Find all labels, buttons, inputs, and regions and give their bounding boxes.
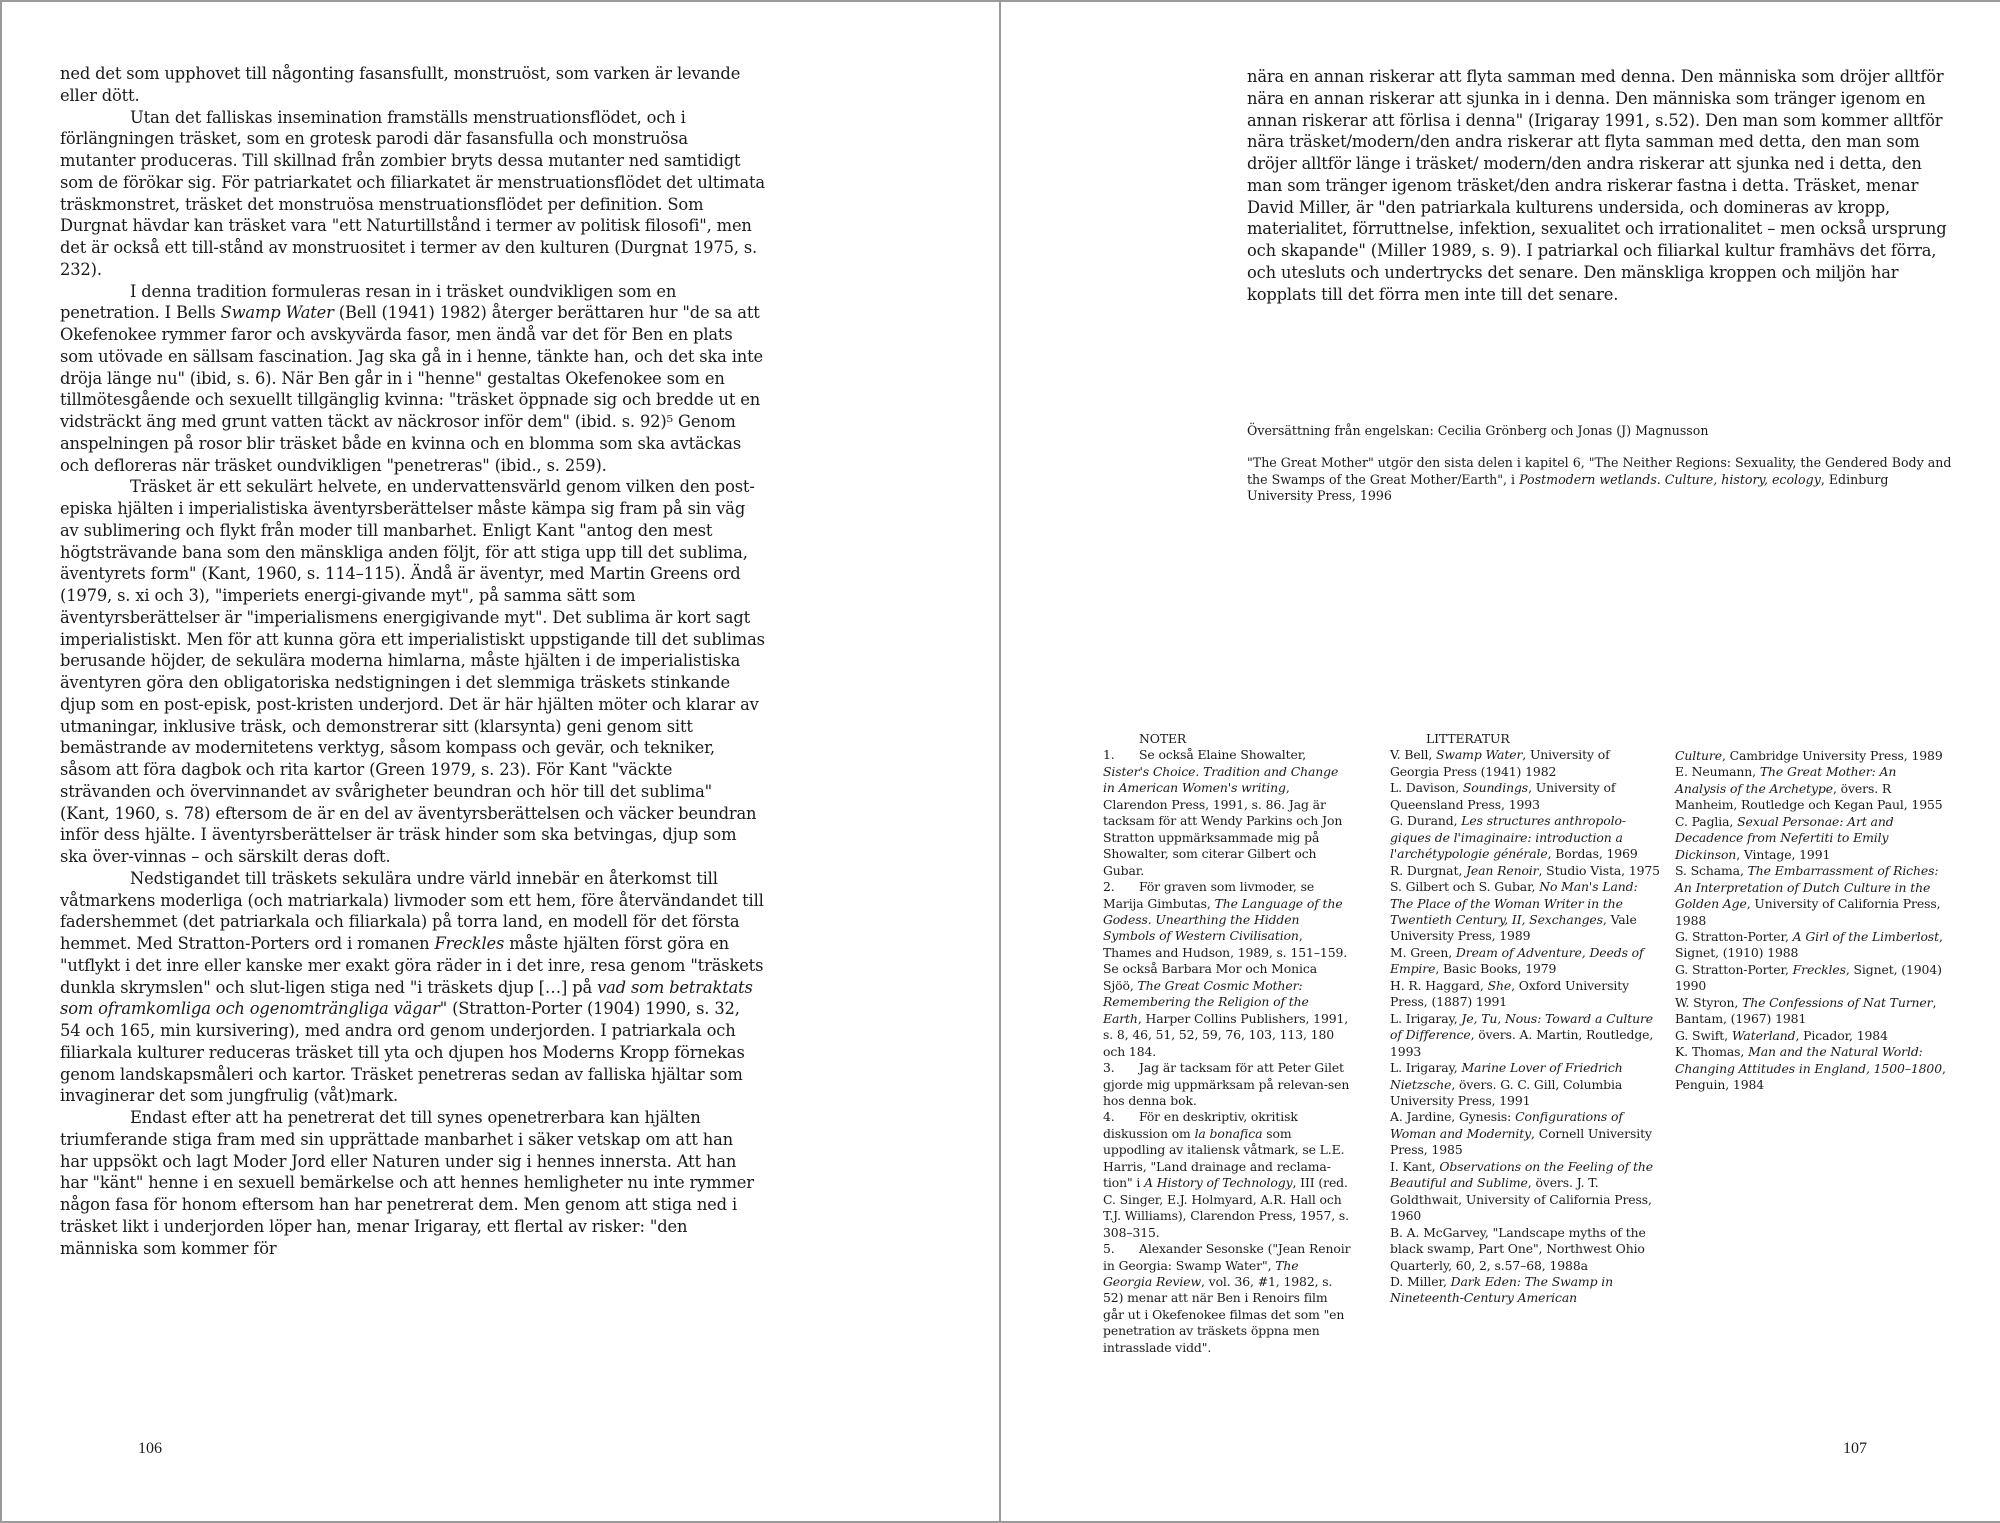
- text-run: C. Paglia,: [1675, 813, 1738, 829]
- text-run: , Edinburg University Press, 1996: [1247, 471, 1889, 503]
- reference-entry: [1390, 813, 1662, 862]
- text-run: Träsket är ett sekulärt helvete, en undervattensvärld genom vilken den post-episka hjälten i imperialistiska äventyrsberättelser måste kämpa sig fram på sin väg av sublimering och flykt från moder till manbarhet. Enligt Kant "antog den mest högtsträvande bana som den mänskliga anden följt, för att stiga upp till det sublima, äventyrets form" (Kant, 1960, s. 114–115). Ändå är äventyr, med Martin Greens ord (1979, s. xi och 3), "imperiets energi-givande myt", på samma sätt som äventyrsberättelser är "imperialismens energigivande myt". Det sublima är kort sagt imperialistiskt. Men för att kunna göra ett imperialistiskt uppstigande till det sublimas berusande höjder, de sekulära moderna himlarna, måste hjälten i de imperialistiska äventyren göra den obligatoriska nedstigningen i det slemmiga träskets stinkande djup som en post-episk, post-kristen underjord. Det är här hjälten möter och klarar av utmaningar, inklusive träsk, och demonstrerar sitt (klarsynta) geni genom sitt bemästrande av modernitetens verktyg, såsom kompass och gevär, och tekniker, såsom att föra dagbok och rita kartor (Green 1979, s. 23). För Kant "väckte strävanden och övervinnandet av svårigheter beundran och hör till det sublima" (Kant, 1960, s. 78) eftersom de är en del av äventyrsberättelsen och väcker beundran inför dess hjälte. I äventyrsberättelser är träsk hinder som ska betvingas, djup som ska över-vinnas – och särskilt deras doft.: [60, 477, 765, 866]
- paragraph: [1247, 66, 1952, 305]
- text-run: A. Jardine, Gynesis:: [1390, 1109, 1516, 1125]
- italic-text: The Language of the Godess. Unearthing the Hidden Symbols of Western Civilisation: [1103, 895, 1343, 944]
- italic-text: Swamp Water: [1436, 747, 1523, 763]
- italic-text: Soundings: [1462, 780, 1529, 796]
- text-run: S. Schama,: [1675, 863, 1748, 879]
- text-run: Jag är tacksam för att Peter Gilet gjorde mig uppmärksam på relevan-sen hos denna bok.: [1103, 1060, 1350, 1108]
- reference-entry: [1675, 764, 1947, 813]
- text-run: " (Stratton-Porter (1904) 1990, s. 32, 54 och 165, min kursivering), med andra ord genom underjorden. I patriarkala och filiarkala kulturer reduceras träsket till yta och djupen hos Moderns Kropp förnekas genom landskapsmåleri och kartor. Träsket penetreras sedan av falliska hjältar som invaginerar det som jungfrulig (våt)mark.: [60, 999, 745, 1106]
- footnote-number: 4.: [1103, 1109, 1115, 1125]
- text-run: , Bantam, (1967) 1981: [1675, 994, 1937, 1027]
- text-run: Alexander Sesonske ("Jean Renoir in Georgia: Swamp Water",: [1103, 1241, 1351, 1273]
- text-run: För en deskriptiv, okritisk diskussion om: [1103, 1109, 1298, 1141]
- page-number-left: 106: [138, 1440, 162, 1457]
- reference-entry: [1390, 780, 1662, 813]
- right-body-text: [1247, 66, 1952, 305]
- left-page: [0, 0, 999, 1521]
- literature-section: [1390, 731, 1662, 1307]
- reference-entry: [1390, 1274, 1662, 1307]
- footnote-number: 5.: [1103, 1241, 1115, 1257]
- text-run: , övers. R Manheim, Routledge och Kegan Paul, 1955: [1675, 780, 1943, 813]
- text-run: R. Durgnat,: [1390, 862, 1466, 878]
- italic-text: Observations on the Feeling of the Beautiful and Sublime: [1390, 1158, 1653, 1191]
- italic-text: The Confessions of Nat Turner: [1742, 994, 1933, 1010]
- page-number-right: 107: [1843, 1440, 1867, 1457]
- notes-list: [1103, 747, 1351, 1356]
- text-run: E. Neumann,: [1675, 764, 1760, 780]
- text-run: B. A. McGarvey, "Landscape myths of the black swamp, Part One", Northwest Ohio Quarterly, 60, 2, s.57–68, 1988a: [1390, 1224, 1646, 1273]
- reference-entry: [1390, 945, 1662, 978]
- text-run: , Signet, (1904) 1990: [1675, 961, 1942, 994]
- italic-text: Man and the Natural World: Changing Attitudes in England, 1500–1800: [1675, 1044, 1942, 1076]
- text-run: (Bell (1941) 1982) återger berättaren hur "de sa att Okefenokee rymmer faror och avskyvärda fasor, men ändå var det för Ben en plats som utövade en sällsam fascination. Jag ska gå in i henne, tänkte han, och det ska inte dröja länge nu" (ibid, s. 6). När Ben går in i "henne" gestaltas Okefenokee som en tillmötesgående och sexuellt tillgänglig kvinna: "träsket öppnade sig och bredde ut en vidsträckt äng med grunt vatten täckt av näckrosor inför dem" (ibid. s. 92)⁵ Genom anspelningen på rosor blir träsket både en kvinna och en blomma som ska avtäckas och defloreras när träsket oundvikligen "penetreras" (ibid., s. 259).: [60, 303, 764, 475]
- italic-text: The Great Cosmic Mother: Remembering the Religion of the Earth: [1103, 977, 1309, 1026]
- text-run: , Harper Collins Publishers, 1991, s. 8, 46, 51, 52, 59, 76, 103, 113, 180 och 184.: [1103, 1010, 1349, 1059]
- italic-text: Waterland: [1731, 1027, 1796, 1043]
- text-run: Se också Elaine Showalter,: [1139, 747, 1307, 763]
- text-run: S. Gilbert och S. Gubar,: [1390, 879, 1540, 895]
- text-run: K. Thomas,: [1675, 1044, 1749, 1060]
- text-run: G. Stratton-Porter,: [1675, 928, 1793, 944]
- italic-text: No Man's Land: The Place of the Woman Writer in the Twentieth Century, II, Sexchanges: [1390, 879, 1638, 927]
- left-body-text: [60, 63, 765, 1259]
- text-run: , University of Queensland Press, 1993: [1390, 780, 1616, 812]
- paragraph: [60, 63, 765, 107]
- text-run: G. Swift,: [1675, 1027, 1732, 1043]
- italic-text: Swamp Water: [220, 303, 334, 323]
- text-run: H. R. Haggard,: [1390, 977, 1488, 993]
- italic-text: The Great Mother: An Analysis of the Archetype: [1675, 764, 1897, 796]
- text-run: , Signet, (1910) 1988: [1675, 928, 1943, 961]
- literature-list-column-1: [1390, 747, 1662, 1306]
- reference-entry: [1390, 1159, 1662, 1225]
- reference-entry: [1675, 1028, 1947, 1044]
- reference-entry: [1390, 747, 1662, 780]
- text-run: , Cornell University Press, 1985: [1390, 1125, 1652, 1158]
- footnote-number: 1.: [1103, 747, 1115, 763]
- text-run: , övers. G. C. Gill, Columbia University Press, 1991: [1390, 1076, 1623, 1108]
- text-run: M. Green,: [1390, 944, 1456, 960]
- text-run: , Vale University Press, 1989: [1390, 911, 1637, 944]
- text-run: , Studio Vista, 1975: [1538, 862, 1660, 878]
- text-run: , Basic Books, 1979: [1435, 961, 1557, 977]
- italic-text: A History of Technology: [1144, 1175, 1293, 1191]
- italic-text: vad som betraktats som oframkomliga och ogenomträngliga vägar: [60, 977, 753, 1019]
- italic-text: Dark Eden: The Swamp in Nineteenth-Century American: [1390, 1273, 1613, 1306]
- text-run: L. Irigaray,: [1390, 1010, 1462, 1026]
- text-run: För graven som livmoder, se Marija Gimbutas,: [1103, 879, 1315, 911]
- literature-list-column-2: [1675, 748, 1947, 1094]
- reference-entry: [1390, 978, 1662, 1011]
- reference-entry: [1390, 1011, 1662, 1060]
- italic-text: Sexual Personae: Art and Decadence from Nefertiti to Emily Dickinson: [1675, 813, 1894, 862]
- reference-entry: [1675, 1044, 1947, 1093]
- italic-text: Dream of Adventure, Deeds of Empire: [1390, 944, 1644, 977]
- text-run: , III (red. C. Singer, E.J. Holmyard, A.R. Hall och T.J. Williams), Clarendon Press, 1957, s. 308–315.: [1103, 1175, 1350, 1240]
- italic-text: The Embarrassment of Riches: An Interpretation of Dutch Culture in the Golden Age: [1675, 863, 1939, 912]
- reference-entry: [1675, 814, 1947, 863]
- paragraph: [60, 476, 765, 868]
- italic-text: Freckles: [1792, 961, 1846, 977]
- italic-text: Configurations of Woman and Modernity: [1390, 1109, 1623, 1141]
- footnote: [1103, 747, 1351, 879]
- text-run: , Cambridge University Press, 1989: [1721, 748, 1943, 763]
- italic-text: la bonafica: [1194, 1125, 1263, 1141]
- text-run: W. Styron,: [1675, 994, 1743, 1010]
- text-run: måste hjälten först göra en "utflykt i det inre eller kanske mer exakt göra räder in i det inre, resa genom "träskets dunkla skrymslen" och slut-ligen stiga ned "i träskets djup […] på: [60, 934, 764, 997]
- text-run: L. Irigaray,: [1390, 1060, 1462, 1076]
- text-run: Nedstigandet till träskets sekulära undre värld innebär en återkomst till våtmarkens moderliga (och matriarkala) livmoder som ett hem, före återvändandet till fadershemmet (det patriarkala och filiarkala) på torra land, en modell för det första hemmet. Med Stratton-Porters ord i romanen: [60, 868, 764, 953]
- reference-entry: [1675, 929, 1947, 962]
- text-run: , Picador, 1984: [1795, 1027, 1888, 1043]
- reference-entry: [1390, 1109, 1662, 1158]
- reference-entry: [1390, 1225, 1662, 1274]
- right-page: [1001, 0, 2000, 1521]
- italic-text: Jean Renoir: [1466, 862, 1539, 878]
- italic-text: Freckles: [434, 934, 505, 953]
- paragraph: [60, 868, 765, 1107]
- text-run: D. Miller,: [1390, 1273, 1451, 1289]
- italic-text: Je, Tu, Nous: Toward a Culture of Difference: [1390, 1010, 1654, 1043]
- footnote: [1103, 1060, 1351, 1109]
- italic-text: Postmodern wetlands. Culture, history, ecology: [1519, 471, 1821, 487]
- text-run: Endast efter att ha penetrerat det till synes openetrerbara kan hjälten triumferande stiga fram med sin upprättade manbarhet i säker vetskap om att han har uppsökt och lagt Moder Jord eller Naturen under sig i hennes innersta. Att han har "känt" henne i en sexuell bemärkelse och att hennes hemligheter nu inte rymmer någon fasa för honom eftersom han har penetrerat dem. Men genom att stiga ned i träsket likt i underjorden löper han, menar Irigaray, ett flertal av risker: "den människa som kommer för: [60, 1108, 754, 1258]
- reference-entry: [1390, 863, 1662, 879]
- paragraph: [60, 1107, 765, 1259]
- text-run: , övers. J. T. Goldthwait, University of California Press, 1960: [1390, 1175, 1652, 1224]
- text-run: ned det som upphovet till någonting fasansfullt, monstruöst, som varken är levande eller dött.: [60, 64, 741, 105]
- reference-entry: [1675, 863, 1947, 929]
- notes-section: [1103, 731, 1351, 1356]
- italic-text: Les structures anthropolo-giques de l'imaginaire: introduction a l'archétypologie générale: [1390, 813, 1626, 862]
- footnote-number: 3.: [1103, 1060, 1115, 1076]
- text-run: I denna tradition formuleras resan in i träsket oundvikligen som en penetration. I Bells: [60, 281, 677, 323]
- text-run: I. Kant,: [1390, 1158, 1440, 1174]
- literature-continued: [1675, 748, 1947, 1094]
- text-run: L. Davison,: [1390, 780, 1463, 796]
- italic-text: Marine Lover of Friedrich Nietzsche: [1390, 1060, 1623, 1092]
- source-credit: [1247, 455, 1952, 505]
- reference-entry: [1390, 1060, 1662, 1109]
- paragraph: [60, 107, 765, 281]
- text-run: , vol. 36, #1, 1982, s. 52) menar att när Ben i Renoirs film går ut i Okefenokee filmas det som "en penetration av träskets öppna men intrasslade vidd".: [1103, 1273, 1345, 1355]
- italic-text: She: [1487, 977, 1512, 993]
- footnote: [1103, 1241, 1351, 1356]
- text-run: V. Bell,: [1390, 747, 1436, 763]
- footnote-number: 2.: [1103, 879, 1115, 895]
- notes-heading: NOTER: [1139, 731, 1187, 746]
- italic-text: Sister's Choice. Tradition and Change in American Women's writing: [1103, 763, 1339, 796]
- reference-entry: [1675, 995, 1947, 1028]
- text-run: som uppodling av italiensk våtmark, se L.E. Harris, "Land drainage and reclama-tion" i: [1103, 1125, 1345, 1191]
- text-run: , Penguin, 1984: [1675, 1060, 1946, 1093]
- literature-heading: LITTERATUR: [1426, 731, 1510, 746]
- text-run: , Oxford University Press, (1887) 1991: [1390, 977, 1629, 1010]
- reference-entry: [1390, 879, 1662, 945]
- text-run: Utan det falliskas insemination framställs menstruationsflödet, och i förlängningen träsket, som en grotesk parodi där fasansfulla och monstruösa mutanter produceras. Till skillnad från zombier bryts dessa mutanter ned samtidigt som de förökar sig. För patriarkatet och filiarkatet är menstruationsflödet det ultimata träskmonstret, träsket det monstruösa menstruationsflödet per definition. Som Durgnat hävdar kan träsket vara "ett Naturtillstånd i termer av politisk filosofi", men det är också ett till-stånd av monstruositet i termer av den kulturen (Durgnat 1975, s. 232).: [60, 107, 765, 279]
- text-run: , University of California Press, 1988: [1675, 896, 1941, 928]
- paragraph: [60, 281, 765, 477]
- text-run: G. Durand,: [1390, 813, 1462, 829]
- footnote: [1103, 879, 1351, 1060]
- text-run: , Thames and Hudson, 1989, s. 151–159. Se också Barbara Mor och Monica Sjöö,: [1103, 928, 1348, 993]
- text-run: "The Great Mother" utgör den sista delen i kapitel 6, "The Neither Regions: Sexuality, the Gendered Body and the Swamps of the Great Mother/Earth", i: [1247, 455, 1952, 487]
- reference-entry: [1675, 962, 1947, 995]
- text-run: , Vintage, 1991: [1736, 846, 1831, 862]
- text-run: nära en annan riskerar att flyta samman med denna. Den människa som dröjer alltför nära en annan riskerar att sjunka in i denna. Den människa som tränger igenom en annan riskerar att förlisa i denna" (Irigaray 1991, s.52). Den man som kommer alltför nära träsket/modern/den andra riskerar att flyta samman med detta, den man som dröjer alltför länge i träsket/ modern/den andra riskerar att sjunka ned i detta, den man som tränger igenom träsket/den andra riskerar fastna i detta. Träsket, menar David Miller, är "den patriarkala kulturens undersida, och domineras av kropp, materialitet, förruttnelse, infektion, sexualitet och irrationalitet – men också ursprung och skapande" (Miller 1989, s. 9). I patriarkal och filiarkal kultur framhävs det förra, och utesluts och undertrycks det senare. Den mänskliga kroppen och miljön har kopplats till det förra men inte till det senare.: [1247, 67, 1947, 304]
- footnote: [1103, 1109, 1351, 1241]
- translation-credit: Översättning från engelskan: Cecilia Grönberg och Jonas (J) Magnusson: [1247, 423, 1709, 438]
- text-run: , Bordas, 1969: [1547, 846, 1638, 862]
- italic-text: Culture: [1675, 748, 1722, 763]
- italic-text: A Girl of the Limberlost: [1792, 928, 1939, 944]
- text-run: , University of Georgia Press (1941) 1982: [1390, 747, 1610, 779]
- text-run: , övers. A. Martin, Routledge, 1993: [1390, 1027, 1654, 1059]
- text-run: G. Stratton-Porter,: [1675, 961, 1793, 977]
- reference-entry: [1675, 748, 1947, 764]
- text-run: , Clarendon Press, 1991, s. 86. Jag är tacksam för att Wendy Parkins och Jon Stratton uppmärksammade mig på Showalter, som citerar Gilbert och Gubar.: [1103, 780, 1343, 878]
- italic-text: The Georgia Review: [1103, 1257, 1299, 1289]
